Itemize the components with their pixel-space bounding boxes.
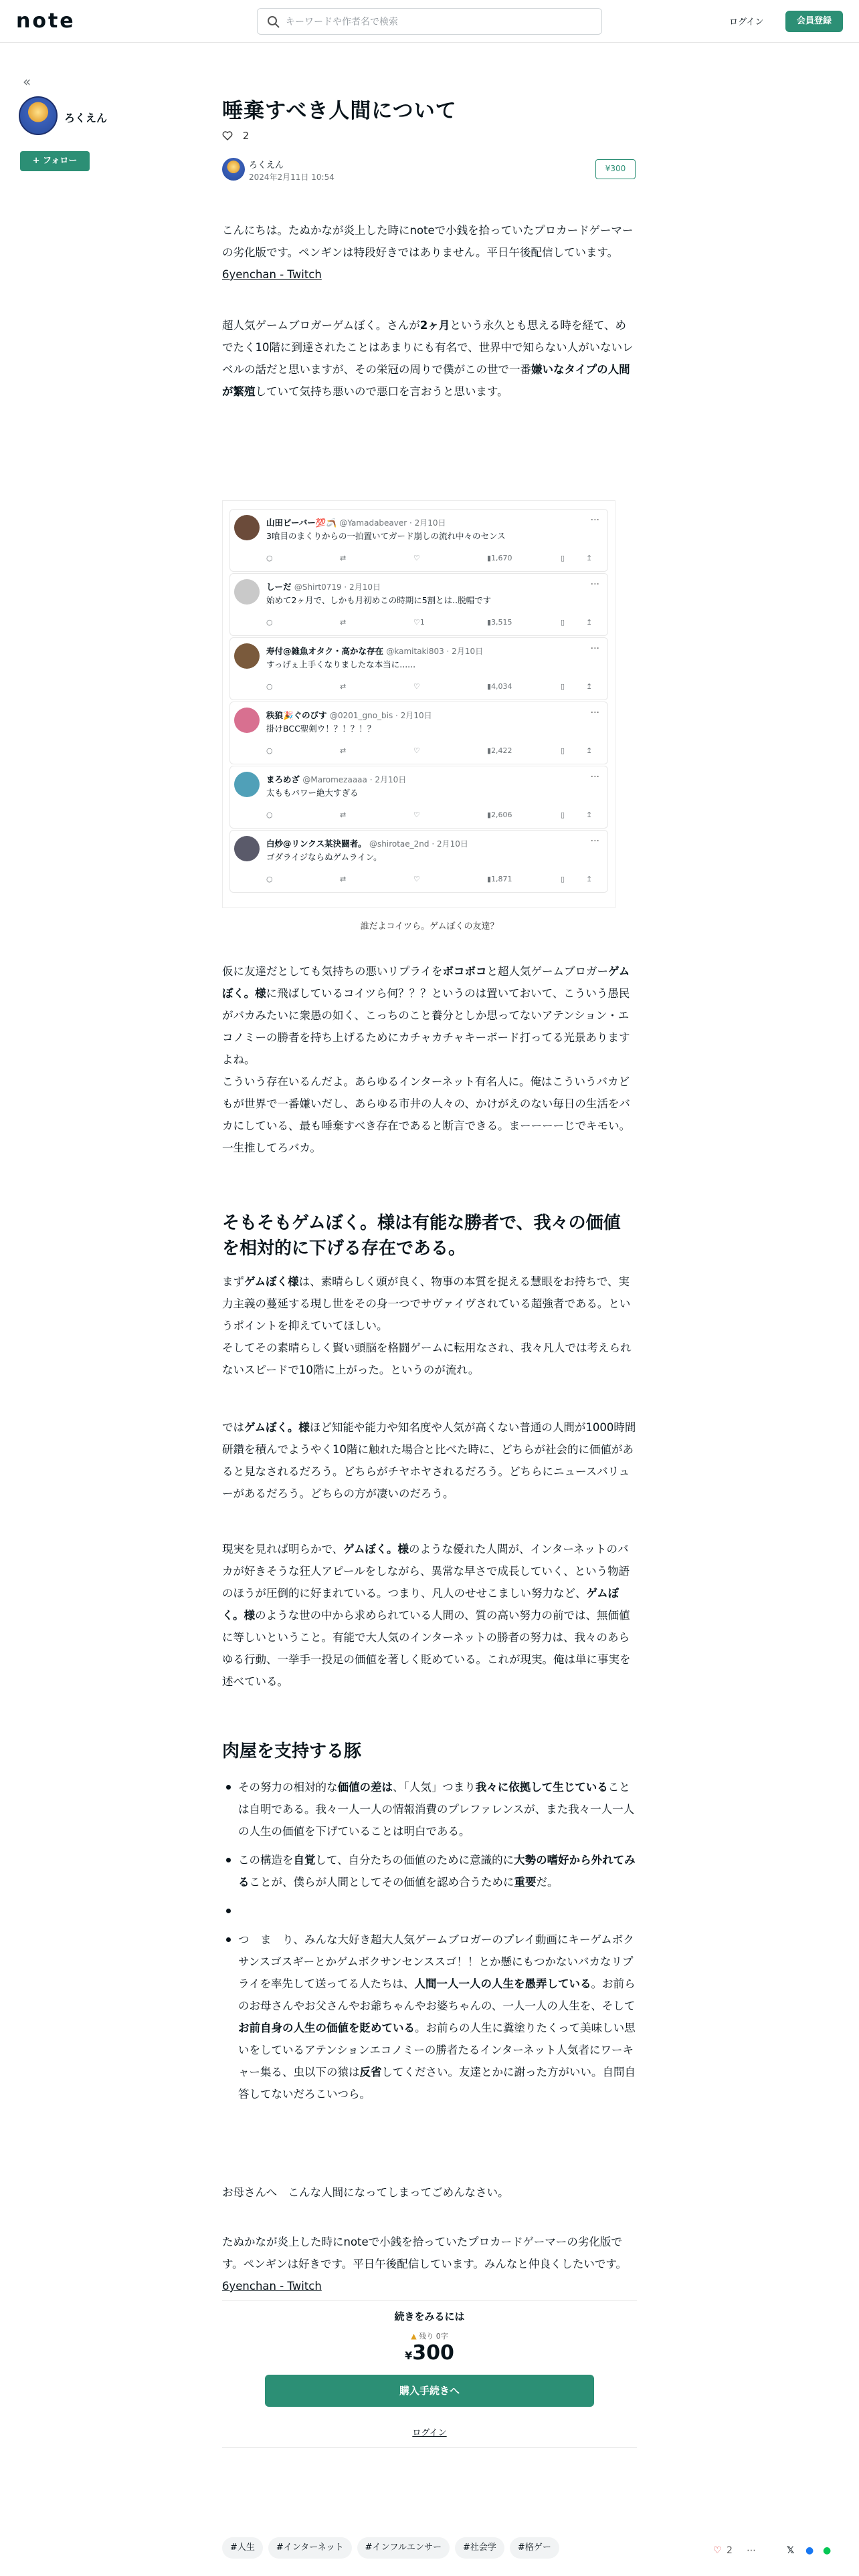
tweet-text: 始めて2ヶ月で、しかも月初めこの時期に5割とは..脱帽です (266, 595, 492, 605)
views-icon: ▮ 3,515 (487, 618, 512, 627)
list-item: この構造を自覚して、自分たちの価値のために意識的に大勢の嗜好から外れてみることが、僕らが人間としてその価値を認め合うために重要だ。 (222, 1849, 637, 1893)
like-icon: ♡ (413, 811, 420, 819)
reply-icon: ○ (266, 875, 273, 883)
like-icon: ♡ (413, 875, 420, 883)
reply-icon: ○ (266, 618, 273, 627)
tweet-actions (266, 682, 601, 695)
bookmark-icon: ▯ (561, 875, 565, 883)
more-icon: ··· (590, 515, 599, 526)
tweet-author: まろめざ @Maromezaaaa · 2月10日 (266, 774, 407, 784)
paywall-login-link[interactable]: ログイン (412, 2428, 447, 2438)
tweet-avatar (234, 836, 260, 861)
tweet-card (229, 573, 608, 636)
like-row[interactable] (222, 130, 249, 142)
tag[interactable]: #人生 (222, 2537, 263, 2559)
tweet-text: すっげぇ上手くなりましたな本当に...... (266, 659, 416, 669)
paragraph-3: 仮に友達だとしても気持ちの悪いリプライをボコボコと超人気ゲームブロガーゲムぼく。様に飛ばしているコイツら何？？？というのは置いておいて、こういう愚民がバカみたいに衆愚の如く、こっちのこと養分としか思ってないアテンション・エコノミーの勝者を持ち上げるためにカチャカチャキーボード打ってる光景ありますよね。 こういう存在いるんだよ。あらゆるインターネット有名人に。俺はこういうバカどもが世界で一番嫌いだし、あらゆる市井の人々の、かけがえのない毎日の生活をバカにしている、最も唾棄すべき存在であると断言できる。まーーーーじでキモい。一生推してろバカ。 (222, 965, 631, 1154)
tweet-avatar (234, 643, 260, 669)
views-icon: ▮ 1,670 (487, 554, 512, 562)
tag[interactable]: #インターネット (268, 2537, 352, 2559)
author-avatar[interactable] (19, 96, 58, 135)
paywall-price: ¥300 (405, 2341, 454, 2365)
reply-icon: ○ (266, 811, 273, 819)
share-icon: ↥ (586, 811, 593, 819)
facebook-share-icon[interactable]: ● (805, 2545, 814, 2556)
author-name-small[interactable]: ろくえん (249, 160, 284, 171)
footer-like-count: 2 (727, 2545, 733, 2556)
tweet-actions (266, 875, 601, 888)
tag[interactable]: #社会学 (455, 2537, 504, 2559)
tweet-card (229, 766, 608, 829)
like-count: 2 (242, 130, 250, 142)
like-icon: ♡ (413, 746, 420, 755)
tweet-author: しーだ @Shirt0719 · 2月10日 (266, 582, 381, 592)
share-icon: ↥ (586, 875, 593, 883)
x-share-icon[interactable]: 𝕏 (787, 2545, 795, 2556)
bookmark-icon: ▯ (561, 682, 565, 691)
more-icon: ··· (590, 643, 599, 654)
more-icon: ··· (590, 836, 599, 847)
tweet-card (229, 509, 608, 572)
paragraph-5: ではゲムぼく。様ほど知能や能力や知名度や人気が高くない普通の人間が1000時間研鑽を積んでようやく10階に触れた場合と比べた時に、どちらが社会的に価値があると見なされるだろう。どちらがチヤホヤされるだろう。どちらにニュースバリューがあるだろう。どちらの方が凄いのだろう。 (222, 1421, 636, 1500)
views-icon: ▮ 2,606 (487, 811, 512, 819)
footer-action-bar (702, 2545, 856, 2561)
twitch-link[interactable]: 6yenchan - Twitch (222, 268, 322, 281)
share-icon: ↥ (586, 554, 593, 562)
heading-2: 肉屋を支持する豚 (222, 1741, 362, 1761)
tweet-card (229, 637, 608, 700)
heading-1: そもそもゲムぼく。様は有能な勝者で、我々の価値を相対的に下げる存在である。 (222, 1213, 621, 1259)
bookmark-icon: ▯ (561, 554, 565, 562)
publish-date: 2024年2月11日 10:54 (249, 173, 335, 182)
author-name[interactable]: ろくえん (64, 112, 108, 124)
reply-icon: ○ (266, 682, 273, 691)
price-badge[interactable]: ¥300 (595, 159, 636, 179)
follow-button[interactable]: + フォロー (20, 151, 90, 171)
tweet-actions (266, 554, 601, 567)
tweet-text: ゴダライジならぬゲムライン。 (266, 852, 382, 862)
like-icon: ♡ (413, 682, 420, 691)
tweet-author: 秩狼🎉ぐのびす @0201_gno_bis · 2月10日 (266, 710, 432, 720)
like-icon: ♡ 1 (413, 618, 425, 627)
heart-icon[interactable] (222, 131, 233, 140)
views-icon: ▮ 2,422 (487, 746, 512, 755)
bullet-list (222, 1776, 637, 2112)
tweet-avatar (234, 515, 260, 540)
paragraph-2: 超人気ゲームブロガーゲムぼく。さんが2ヶ月という永久とも思える時を経て、めでたく10階に到達されたことはあまりにも有名で、世界中で知らない人がいないレベルの話だと思いますが、その栄冠の周りで僕がこの世で一番嫌いなタイプの人間が繁殖していて気持ち悪いので悪口を言おうと思います。 (222, 319, 634, 398)
bookmark-icon: ▯ (561, 618, 565, 627)
article-title: 唾棄すべき人間について (222, 99, 457, 123)
collapse-sidebar-icon[interactable]: « (23, 74, 31, 90)
retweet-icon: ⇄ (340, 618, 347, 627)
reply-icon: ○ (266, 746, 273, 755)
tweet-actions (266, 746, 601, 760)
heart-icon[interactable]: ♡ (713, 2545, 722, 2556)
views-icon: ▮ 1,871 (487, 875, 512, 883)
tweet-text: 太ももパワー絶大すぎる (266, 788, 359, 798)
paragraph-4: まずゲムぼく様は、素晴らしく頭が良く、物事の本質を捉える慧眼をお持ちで、実力主義の蔓延する現し世をその身一つでサヴァイヴされている超強者である。というポイントを抑えていてほしい。 そしてその素晴らしく賢い頭脳を格闘ゲームに転用なされ、我々凡人では考えられないスピードで10階に上がった。というのが流れ。 (222, 1275, 632, 1376)
paragraph-7: お母さんへ こんな人間になってしまってごめんなさい。 (222, 2186, 509, 2199)
share-icon: ↥ (586, 746, 593, 755)
share-icon: ↥ (586, 682, 593, 691)
tweet-actions (266, 811, 601, 824)
more-icon: ··· (590, 772, 599, 782)
tweet-avatar (234, 579, 260, 605)
like-icon: ♡ (413, 554, 420, 562)
more-icon: ··· (590, 579, 599, 590)
retweet-icon: ⇄ (340, 554, 347, 562)
bookmark-icon: ▯ (561, 746, 565, 755)
tweet-text: 掛けBCC聖剣ウ！？！？！？ (266, 724, 376, 734)
twitch-link-bottom[interactable]: 6yenchan - Twitch (222, 2280, 322, 2292)
bookmark-icon: ▯ (561, 811, 565, 819)
note-logo[interactable]: note (16, 9, 76, 33)
warning-icon: ▲ (411, 2332, 417, 2341)
line-share-icon[interactable]: ● (823, 2545, 832, 2556)
search-input[interactable] (286, 14, 593, 30)
signup-button[interactable]: 会員登録 (785, 11, 843, 32)
list-item (222, 1900, 637, 1922)
views-icon: ▮ 4,034 (487, 682, 512, 691)
tweet-card (229, 702, 608, 764)
paywall-title: 続きをみるには (394, 2311, 465, 2323)
tweet-author: 白炒@リンクス某決闘者。 @shirotae_2nd · 2月10日 (266, 839, 468, 849)
tag[interactable]: #インフルエンサー (357, 2537, 450, 2559)
purchase-button[interactable]: 購入手続きへ (265, 2375, 594, 2407)
paragraph-8: たぬかなが炎上した時にnoteで小銭を拾っていたプロカードゲーマーの劣化版です。ペンギンは好きです。平日午後配信しています。みんなと仲良くしたいです。6yenchan - Twitch (222, 2236, 628, 2292)
tweet-avatar (234, 708, 260, 733)
tweet-text: 3喰目のまくりからの一拍置いてガード崩しの流れ中々のセンス (266, 531, 506, 541)
retweet-icon: ⇄ (340, 746, 347, 755)
tweet-author: 山田ビーバー💯🪃 @Yamadabeaver · 2月10日 (266, 518, 446, 528)
tweet-actions (266, 618, 601, 631)
login-link[interactable]: ログイン (729, 17, 764, 27)
author-avatar-small[interactable] (222, 158, 245, 181)
image-caption: 誰だよコイツら。ゲムぼくの友達？ (360, 922, 499, 932)
remaining-chars: ▲ 残り 0字 (411, 2332, 448, 2341)
retweet-icon: ⇄ (340, 875, 347, 883)
list-item: つ ま り、みんな大好き超大人気ゲームブロガーのプレイ動画にキーゲムボクサンスゴスギーとかゲムボクサンセンススゴ！！とか懸にもつかないバカなリプライを率先して送ってる人たちは、人間一人一人の人生を愚弄している。お前らのお母さんやお父さんやお爺ちゃんやお婆ちゃんの、一人一人の人生を、そしてお前自身の人生の価値を貶めている。お前らの人生に糞塗りたくって美味しい思いをしているアテンションエコノミーの勝者たるインターネット人気者にワーキャー集る、虫以下の猿は反省してください。友達とかに謝った方がいい。自問自答してないだろこいつら。 (222, 1929, 637, 2105)
share-icon: ↥ (586, 618, 593, 627)
more-icon: ··· (590, 708, 599, 718)
retweet-icon: ⇄ (340, 682, 347, 691)
tag[interactable]: #格ゲー (510, 2537, 559, 2559)
share-icon[interactable]: ⋯ (747, 2545, 756, 2556)
search-box[interactable] (257, 8, 602, 35)
list-item: その努力の相対的な価値の差は、「人気」つまり我々に依拠して生じていることは自明である。我々一人一人の情報消費のプレファレンスが、また我々一人一人の人生の価値を下げていることは明白である。 (222, 1776, 637, 1842)
header (0, 0, 859, 43)
tweet-avatar (234, 772, 260, 797)
paywall-box (222, 2300, 637, 2448)
tweet-card (229, 830, 608, 893)
retweet-icon: ⇄ (340, 811, 347, 819)
reply-icon: ○ (266, 554, 273, 562)
paragraph-6: 現実を見れば明らかで、ゲムぼく。様のような優れた人間が、インターネットのバカが好きそうな狂人アピールをしながら、異常な早さで成長していく、という物語のほうが圧倒的に好まれている。つまり、凡人のせせこましい努力など、ゲムぼく。様のような世の中から求められている人間の、質の高い努力の前では、無価値に等しいということ。有能で大人気のインターネットの勝者の努力は、我々のあらゆる行動、一挙手一投足の価値を著しく貶めている。これが現実。俺は単に事実を述べている。 (222, 1543, 631, 1688)
search-icon (267, 15, 280, 29)
tweet-author: 寿付@雑魚オタク・高かな存在 @kamitaki803 · 2月10日 (266, 646, 484, 656)
intro-paragraph: こんにちは。たぬかなが炎上した時にnoteで小銭を拾っていたプロカードゲーマーの劣化版です。ペンギンは特段好きではありません。平日午後配信しています。6yenchan - Twitch (222, 224, 634, 281)
tag-list (222, 2537, 565, 2560)
embedded-tweet-image (222, 500, 615, 908)
